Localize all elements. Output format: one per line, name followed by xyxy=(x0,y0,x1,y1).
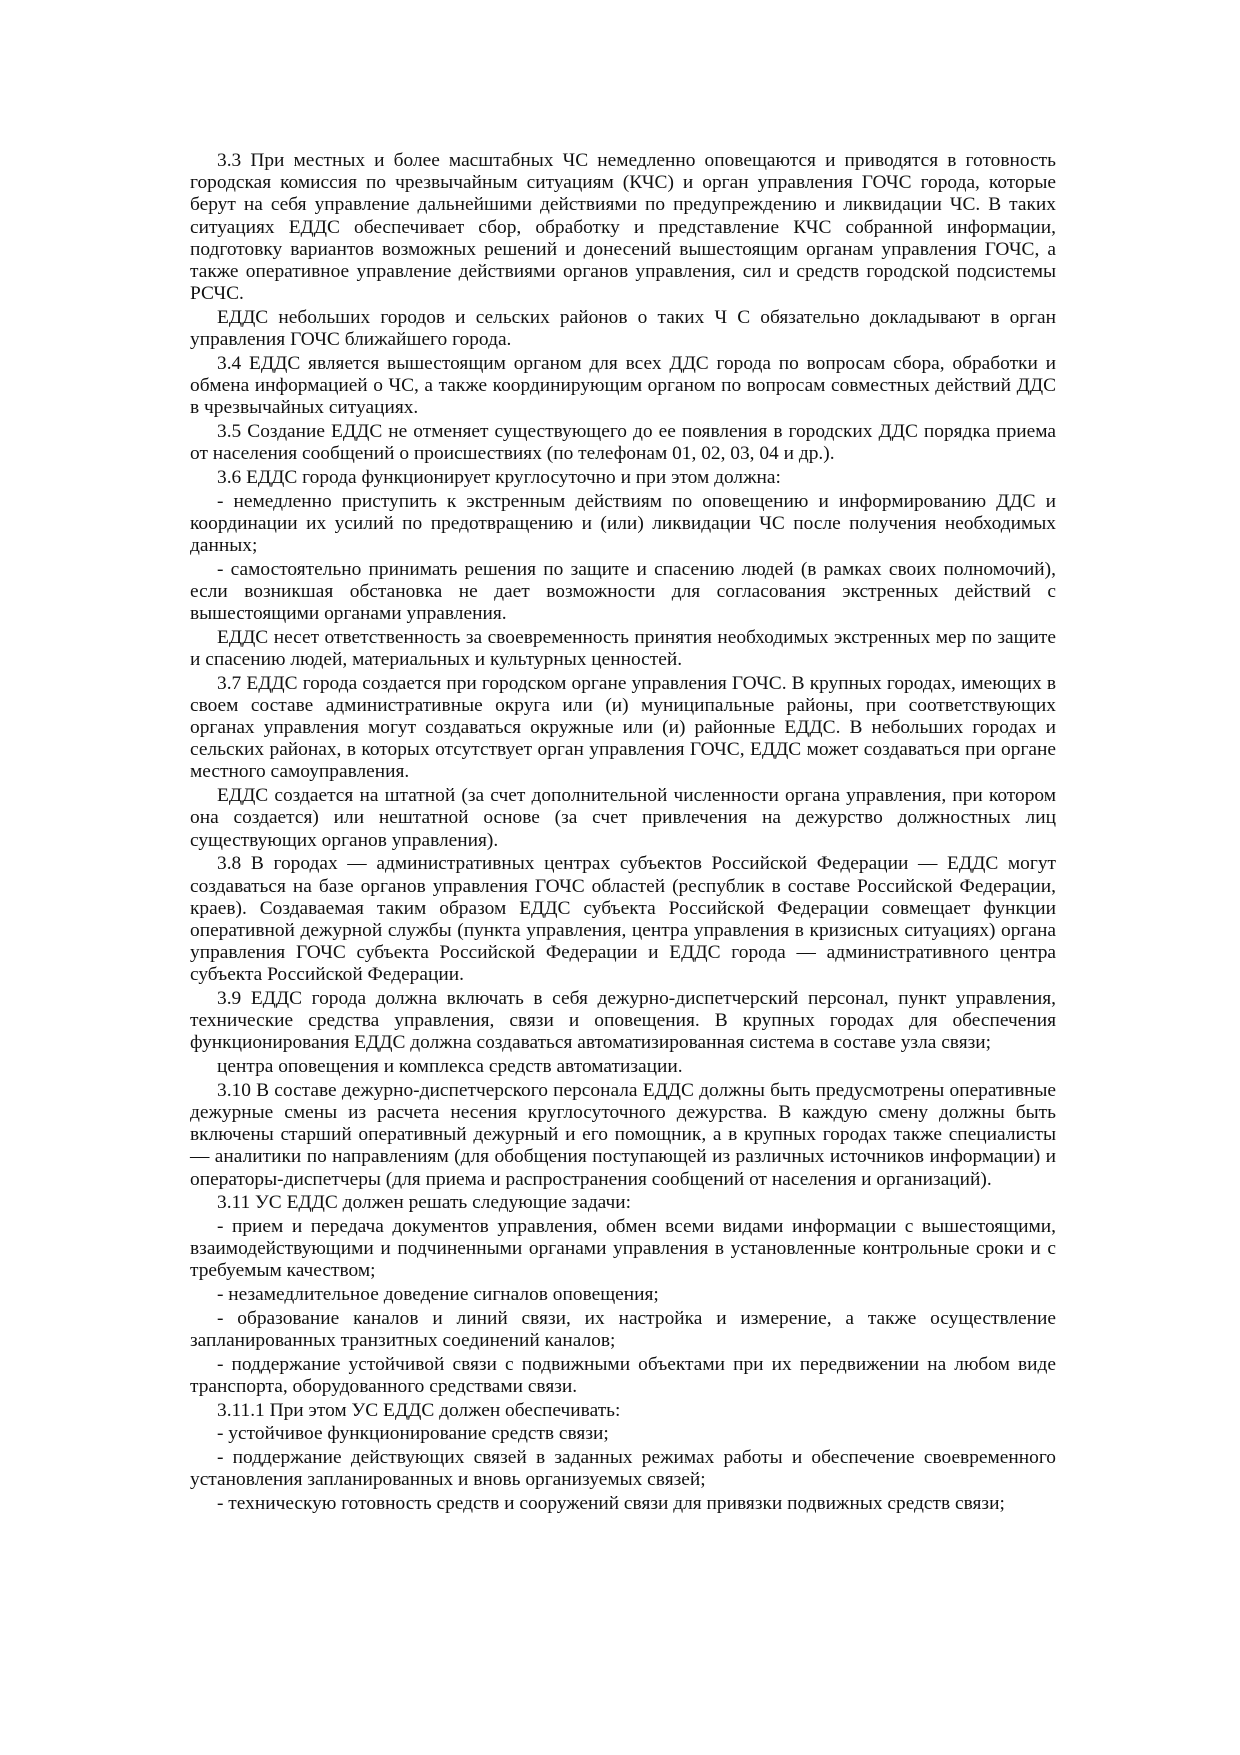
paragraph: - незамедлительное доведение сигналов оповещения; xyxy=(217,1284,659,1306)
paragraph: 3.8 В городах — административных центрах субъектов Российской Федерации — ЕДДС могут создаваться на базе органов управления ГОЧС областей (республик в составе Российской Федерации, краев). Создаваемая таким образом ЕДДС субъекта Российской Федерации совмещает функции оперативной дежурной службы (пункта управления, центра управления в кризисных ситуациях) органа управления ГОЧС субъекта Российской Федерации и ЕДДС города — административного центра субъекта Российской Федерации. xyxy=(190,853,1056,986)
document-page xyxy=(190,150,1056,1517)
paragraph: ЕДДС создается на штатной (за счет дополнительной численности органа управления, при котором она создается) или нештатной основе (за счет привлечения на дежурство должностных лиц существующих органов управления). xyxy=(190,785,1056,851)
paragraph: ЕДДС небольших городов и сельских районов о таких Ч С обязательно докладывают в орган управления ГОЧС ближайшего города. xyxy=(190,306,1056,351)
paragraph: 3.4 ЕДДС является вышестоящим органом для всех ДДС города по вопросам сбора, обработки и обмена информацией о ЧС, а также координирующим органом по вопросам совместных действий ДДС в чрезвычайных ситуациях. xyxy=(190,352,1056,419)
paragraph: - прием и передача документов управления, обмен всеми видами информации с вышестоящими, взаимодействующими и подчиненными органами управления в установленные контрольные сроки и с требуемым качеством; xyxy=(190,1216,1056,1282)
paragraph: - поддержание устойчивой связи с подвижными объектами при их передвижении на любом виде транспорта, оборудованного средствами связи. xyxy=(190,1353,1056,1397)
paragraph: - образование каналов и линий связи, их настройка и измерение, а также осуществление запланированных транзитных соединений каналов; xyxy=(190,1307,1056,1352)
paragraph: ЕДДС несет ответственность за своевременность принятия необходимых экстренных мер по защите и спасению людей, материальных и культурных ценностей. xyxy=(190,626,1056,670)
paragraph: 3.3 При местных и более масштабных ЧС немедленно оповещаются и приводятся в готовность городская комиссия по чрезвычайным ситуациям (КЧС) и орган управления ГОЧС города, которые берут на себя управление дальнейшими действиями по предупреждению и ликвидации ЧС. В таких ситуациях ЕДДС обеспечивает сбор, обработку и представление КЧС собранной информации, подготовку вариантов возможных решений и донесений вышестоящим органам управления ГОЧС, а также оперативное управление действиями органов управления, сил и средств городской подсистемы РСЧС. xyxy=(190,150,1056,305)
paragraph: - техническую готовность средств и сооружений связи для привязки подвижных средств связи; xyxy=(217,1492,1005,1514)
paragraph: - немедленно приступить к экстренным действиям по оповещению и информированию ДДС и координации их усилий по предотвращению и (или) ликвидации ЧС после получения необходимых данных; xyxy=(190,490,1056,556)
paragraph: центра оповещения и комплекса средств автоматизации. xyxy=(217,1056,683,1078)
paragraph: - устойчивое функционирование средств связи; xyxy=(217,1423,609,1445)
paragraph: - поддержание действующих связей в заданных режимах работы и обеспечение своевременного установления запланированных и вновь организуемых связей; xyxy=(190,1447,1056,1491)
paragraph: 3.10 В составе дежурно-диспетчерского персонала ЕДДС должны быть предусмотрены оперативные дежурные смены из расчета несения круглосуточного дежурства. В каждую смену должны быть включены старший оперативный дежурный и его помощник, а в крупных городах также специалисты — аналитики по направлениям (для обобщения поступающей из различных источников информации) и операторы-диспетчеры (для приема и распространения сообщений от населения и организаций). xyxy=(190,1079,1056,1190)
paragraph: 3.11 УС ЕДДС должен решать следующие задачи: xyxy=(217,1192,632,1214)
paragraph: 3.6 ЕДДС города функционирует круглосуточно и при этом должна: xyxy=(217,466,781,488)
paragraph: 3.9 ЕДДС города должна включать в себя дежурно-диспетчерский персонал, пункт управления, технические средства управления, связи и оповещения. В крупных городах для обеспечения функционирования ЕДДС должна создаваться автоматизированная система в составе узла связи; xyxy=(190,988,1056,1054)
paragraph: 3.5 Создание ЕДДС не отменяет существующего до ее появления в городских ДДС порядка приема от населения сообщений о происшествиях (по телефонам 01, 02, 03, 04 и др.). xyxy=(190,420,1056,465)
paragraph: 3.11.1 При этом УС ЕДДС должен обеспечивать: xyxy=(217,1399,621,1421)
paragraph: - самостоятельно принимать решения по защите и спасению людей (в рамках своих полномочий), если возникшая обстановка не дает возможности для согласования экстренных действий с вышестоящими органами управления. xyxy=(190,558,1056,625)
paragraph: 3.7 ЕДДС города создается при городском органе управления ГОЧС. В крупных городах, имеющих в своем составе административные округа или (и) муниципальные районы, при соответствующих органах управления могут создаваться окружные или (и) районные ЕДДС. В небольших городах и сельских районах, в которых отсутствует орган управления ГОЧС, ЕДДС может создаваться при органе местного самоуправления. xyxy=(190,672,1056,783)
